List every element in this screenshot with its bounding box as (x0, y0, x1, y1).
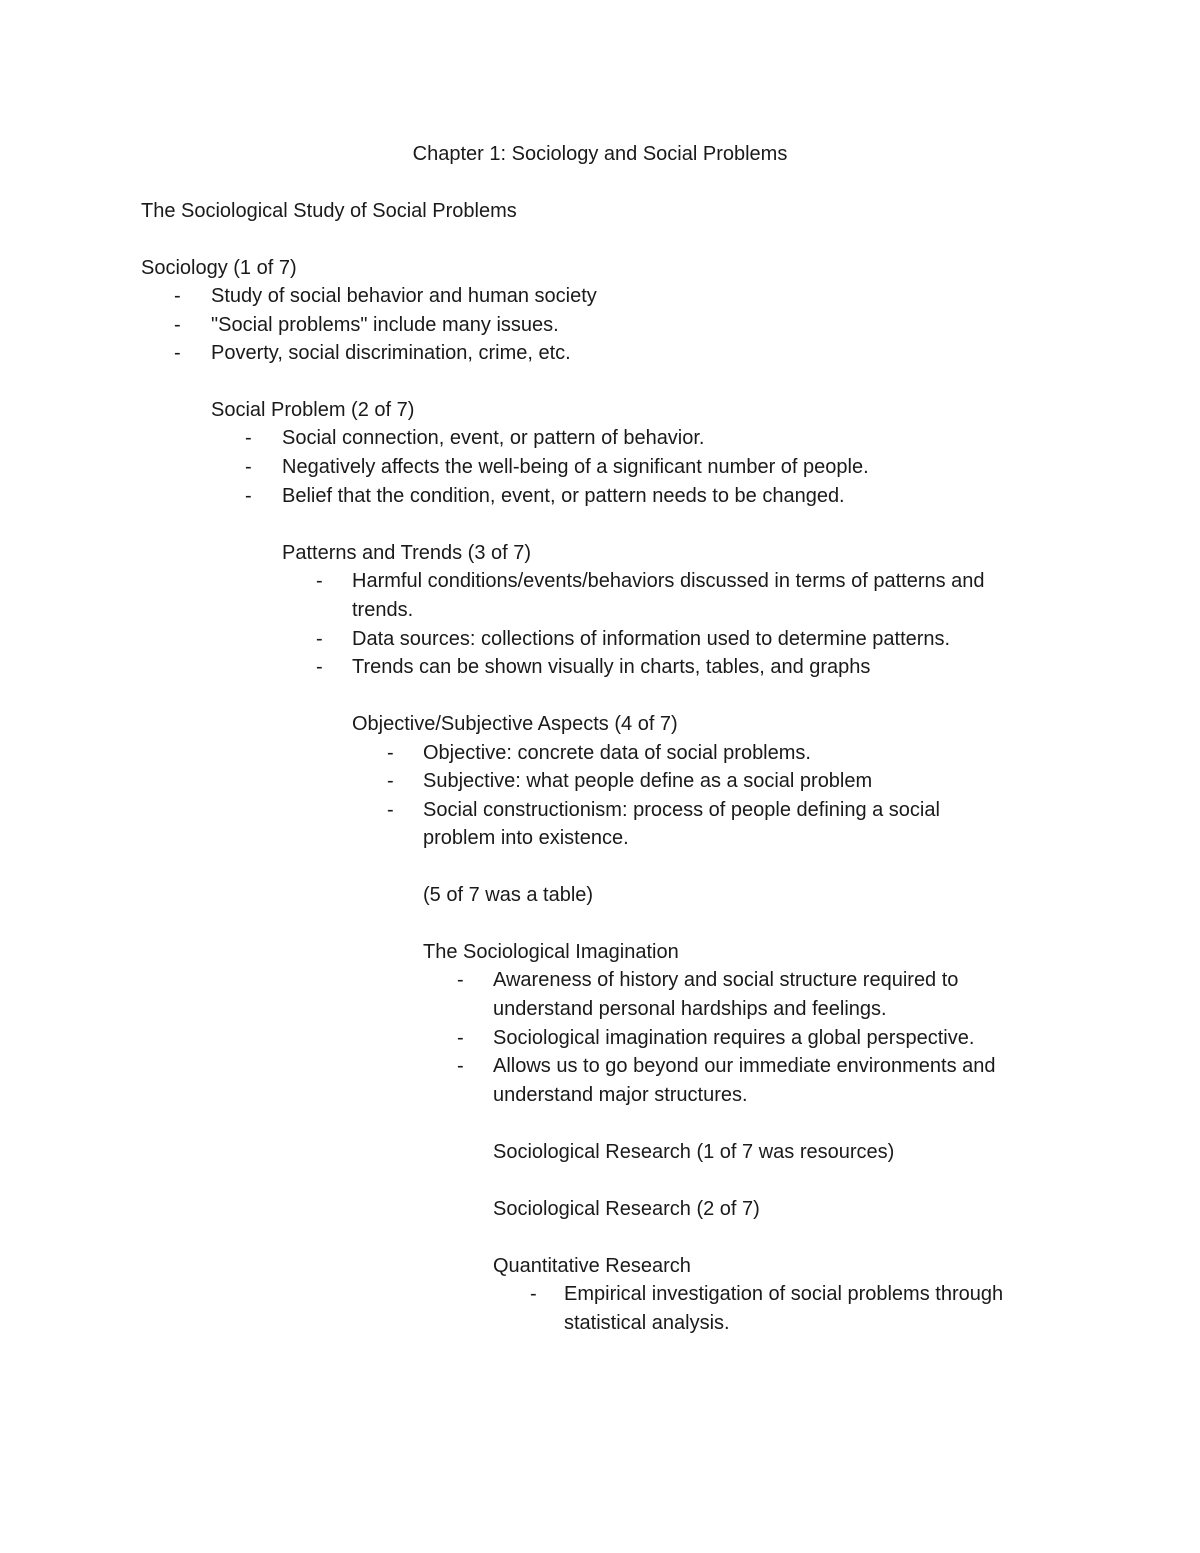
document-subtitle: The Sociological Study of Social Problems (141, 200, 517, 222)
bullet-dash: - (457, 1055, 464, 1077)
list-item-continuation: statistical analysis. (564, 1312, 730, 1334)
list-item: Data sources: collections of information used to determine patterns. (352, 628, 951, 650)
list-item: Social connection, event, or pattern of behavior. (282, 427, 705, 449)
list-item: Empirical investigation of social problems through (564, 1283, 1004, 1305)
list-item: Poverty, social discrimination, crime, etc. (211, 342, 571, 364)
page-title: Chapter 1: Sociology and Social Problems (412, 143, 788, 165)
bullet-dash: - (530, 1283, 537, 1305)
section-heading: Sociology (1 of 7) (141, 257, 297, 279)
list-item-continuation: trends. (352, 599, 414, 621)
bullet-dash: - (245, 456, 252, 478)
list-item: Allows us to go beyond our immediate environments and (493, 1055, 996, 1077)
bullet-dash: - (174, 342, 181, 364)
list-item: Objective: concrete data of social problems. (423, 742, 811, 764)
section-heading: Social Problem (2 of 7) (211, 399, 415, 421)
list-item: Study of social behavior and human society (211, 285, 597, 307)
bullet-dash: - (174, 314, 181, 336)
bullet-dash: - (316, 570, 323, 592)
section-note: (5 of 7 was a table) (423, 884, 594, 906)
list-item: Trends can be shown visually in charts, tables, and graphs (352, 656, 871, 678)
list-item: Sociological imagination requires a global perspective. (493, 1027, 975, 1049)
section-heading: Sociological Research (2 of 7) (493, 1198, 760, 1220)
list-item: "Social problems" include many issues. (211, 314, 559, 336)
bullet-dash: - (245, 485, 252, 507)
section-heading: Quantitative Research (493, 1255, 691, 1277)
list-item: Belief that the condition, event, or pattern needs to be changed. (282, 485, 845, 507)
bullet-dash: - (387, 742, 394, 764)
section-heading: Patterns and Trends (3 of 7) (282, 542, 532, 564)
list-item: Social constructionism: process of people defining a social (423, 799, 940, 821)
bullet-dash: - (457, 1027, 464, 1049)
list-item-continuation: understand personal hardships and feelings. (493, 998, 887, 1020)
list-item-continuation: problem into existence. (423, 827, 629, 849)
bullet-dash: - (387, 770, 394, 792)
list-item: Subjective: what people define as a social problem (423, 770, 873, 792)
bullet-dash: - (174, 285, 181, 307)
bullet-dash: - (245, 427, 252, 449)
section-heading: Sociological Research (1 of 7 was resources) (493, 1141, 895, 1163)
bullet-dash: - (387, 799, 394, 821)
list-item: Harmful conditions/events/behaviors discussed in terms of patterns and (352, 570, 985, 592)
section-heading: The Sociological Imagination (423, 941, 679, 963)
bullet-dash: - (316, 628, 323, 650)
list-item: Negatively affects the well-being of a significant number of people. (282, 456, 869, 478)
list-item-continuation: understand major structures. (493, 1084, 748, 1106)
bullet-dash: - (457, 969, 464, 991)
bullet-dash: - (316, 656, 323, 678)
list-item: Awareness of history and social structure required to (493, 969, 959, 991)
section-heading: Objective/Subjective Aspects (4 of 7) (352, 713, 678, 735)
